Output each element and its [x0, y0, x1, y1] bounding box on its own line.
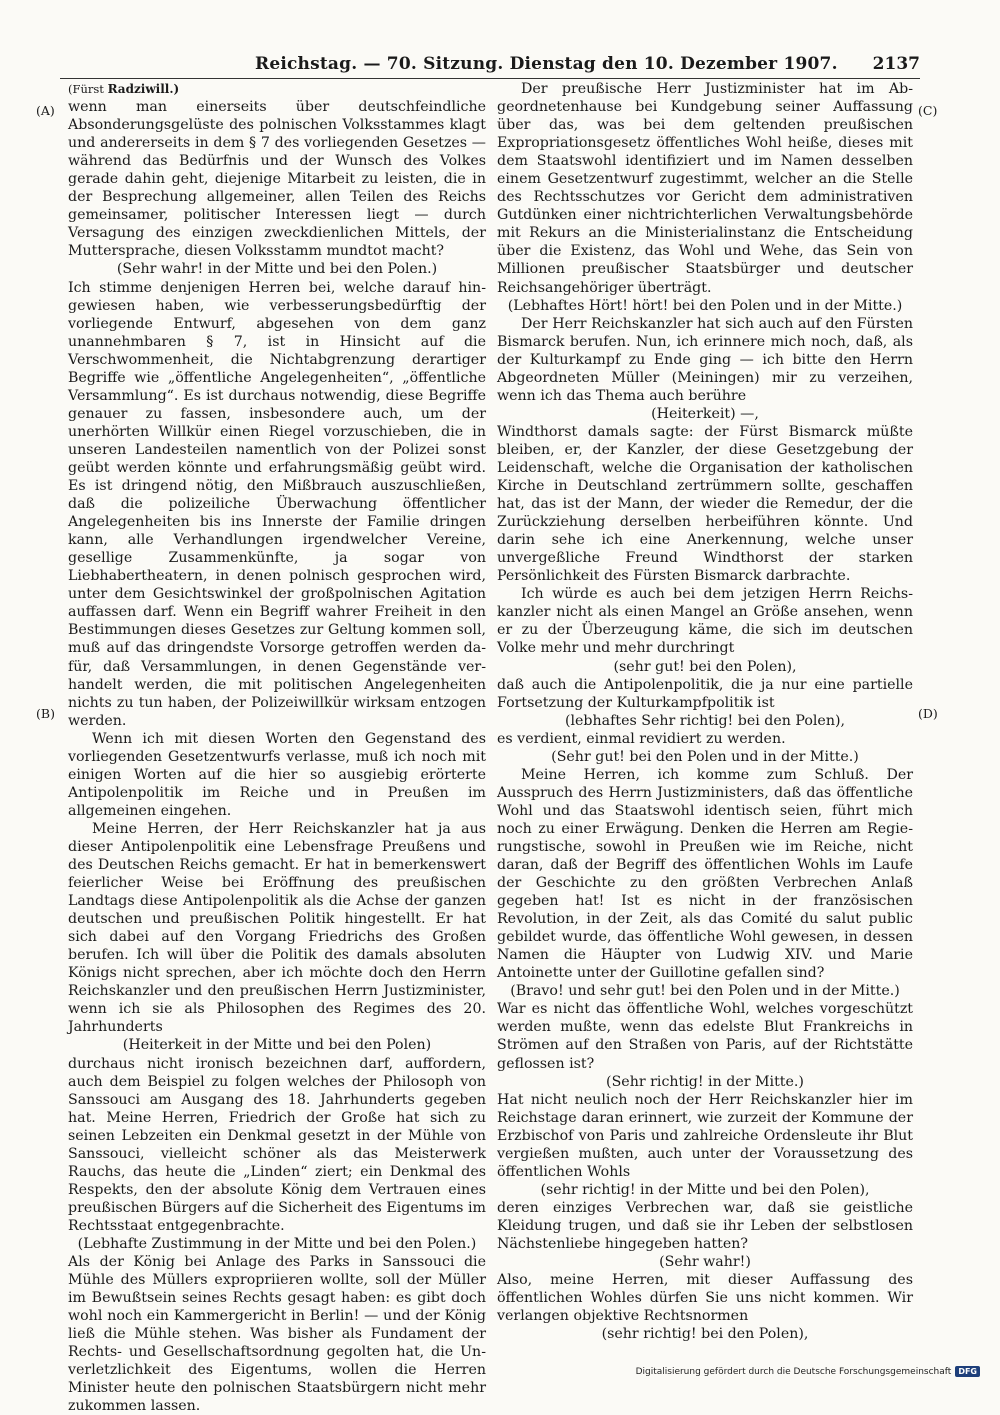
interjection: (Heiterkeit in der Mitte und bei den Polen) — [122, 1037, 432, 1054]
dfg-logo: DFG — [955, 1366, 980, 1377]
digitization-footer — [636, 1366, 980, 1377]
page-number: 2137 — [872, 54, 920, 74]
paragraph: Ich würde es auch bei dem jetzigen Herrn Reichskanzler nicht als einen Mangel an Größe ansehen, wenn er zu der Überzeugung käme, die sich im deutschen Volke mehr und mehr durchringt — [497, 586, 913, 657]
paragraph: daß auch die Antipolenpolitik, die ja nur eine partielle Fortsetzung der Kulturkampfpolitik ist — [497, 676, 913, 711]
paragraph: deren einziges Verbrechen war, daß sie geistliche Kleidung trugen, und daß sie ihr Leben der selbstlosen Nächstenliebe hingegeben hatten? — [497, 1199, 913, 1252]
interjection: (Lebhaftes Hört! hört! bei den Polen und in der Mitte.) — [507, 297, 903, 314]
paragraph: Hat nicht neulich noch der Herr Reichskanzler hier im Reichstage daran erinnert, wie zurzeit der Kommune der Erzbischof von Paris und zahlreiche Ordensleute ihr Blut vergießen mußten, auch unter der Voraussetzung des öffentlichen Wohls — [497, 1091, 913, 1180]
margin-label-c: (C) — [918, 103, 938, 118]
paragraph: War es nicht das öffentliche Wohl, welches vorgeschützt werden mußte, wenn das edelste Blut Frankreichs in Strömen auf den Straßen von Paris, auf der Richtstätte geflossen ist? — [497, 1001, 913, 1072]
interjection: (sehr gut! bei den Polen), — [613, 658, 797, 675]
footer-text: Digitalisierung gefördert durch die Deutsche Forschungsgemeinschaft — [635, 1366, 952, 1377]
margin-label-b: (B) — [36, 706, 55, 721]
left-column — [68, 80, 486, 1415]
interjection: (lebhaftes Sehr richtig! bei den Polen), — [564, 712, 846, 729]
interjection: (sehr richtig! bei den Polen), — [601, 1326, 809, 1343]
paragraph: Meine Herren, ich komme zum Schluß. Der Ausspruch des Herrn Justizministers, daß das öffentliche Wohl und das Staatswohl identisch seien, führt mich noch zu einer Erwägung. Denken die Herren am Regierungstische, sowohl in Preußen wie im Reiche, nicht daran, daß der Begriff des öffentlichen Wohls im Laufe der Geschichte zu den größten Verbrechen Anlaß gegeben hat! Ist es nicht in der französischen Revolution, in der Zeit, als das Comité du salut public gebildet wurde, das öffentliche Wohl gewesen, in dessen Namen die Häupter von Ludwig XIV. und Marie Antoinette unter der Guillotine gefallen sind? — [497, 766, 913, 982]
speaker-attribution — [68, 80, 486, 98]
paragraph: es verdient, einmal revidiert zu werden. — [497, 730, 786, 747]
interjection: (Sehr richtig! in der Mitte.) — [606, 1073, 804, 1090]
paragraph: wenn man einerseits über deutschfeindliche Absonderungsgelüste des polnischen Volksstammes klagt und andererseits in dem § 7 des vorliegenden Gesetzes — während das Bedürfnis und der Wunsch des Volkes gerade dahin geht, diejenige Mitarbeit zu leisten, die in der Besprechung allgemeiner, allen Teilen des Reichs gemeinsamer, politischer Interessen liegt — durch Versagung des einzigen zweckdienlichen Mittels, der Muttersprache, diesen Volksstamm mundtot macht? — [68, 99, 486, 260]
interjection: (Sehr wahr!) — [659, 1254, 751, 1271]
interjection: (Lebhafte Zustimmung in der Mitte und bei den Polen.) — [77, 1236, 477, 1252]
interjection: (Sehr wahr! in der Mitte und bei den Polen.) — [116, 261, 438, 278]
speaker-name: Radziwill.) — [107, 82, 180, 96]
margin-label-a: (A) — [36, 103, 55, 118]
interjection: (Sehr gut! bei den Polen und in der Mitte.) — [551, 748, 859, 765]
running-title: Reichstag. — 70. Sitzung. Dienstag den 10. Dezember 1907. — [255, 54, 838, 74]
interjection: (Heiterkeit) —, — [651, 405, 759, 422]
paragraph: Der Herr Reichskanzler hat sich auch auf den Fürsten Bismarck berufen. Nun, ich erinnere mich noch, daß, als der Kulturkampf zu Ende ging — ich bitte den Herrn Abgeordneten Müller (Meiningen) mir zu verzeihen, wenn ich das Thema auch berühre — [497, 315, 913, 404]
paragraph: Wenn ich mit diesen Worten den Gegenstand des vorliegenden Gesetzentwurfs verlasse, muß ich noch mit einigen Worten auf die hier so ausgiebig erörterte Antipolenpolitik im Reiche und in Preußen im allgemeinen eingehen. — [68, 730, 486, 819]
page-header — [60, 52, 920, 79]
margin-label-d: (D) — [918, 706, 938, 721]
interjection: (Bravo! und sehr gut! bei den Polen und in der Mitte.) — [510, 983, 900, 1000]
paragraph: Also, meine Herren, mit dieser Auffassung des öffentlichen Wohles dürfen Sie uns nicht kommen. Wir verlangen objektive Rechtsnormen — [497, 1272, 913, 1325]
paragraph: Als der König bei Anlage des Parks in Sanssouci die Mühle des Müllers expropriieren wollte, soll der Müller im Bewußtsein seines Rechts gesagt haben: es gibt doch wohl noch ein Kammergericht in Berlin! — und der König ließ die Mühle stehen. Was bisher als Fundament der Rechts- und Gesellschaftsordnung gegolten hat, die Unverletzlichkeit des Eigentums, wollen die Herren Minister heute den polnischen Staatsbürgern nicht mehr zukommen lassen. — [68, 1254, 486, 1415]
right-column — [497, 80, 913, 1343]
interjection: (sehr richtig! in der Mitte und bei den Polen), — [540, 1181, 870, 1198]
paragraph: Windthorst damals sagte: der Fürst Bismarck müßte bleiben, er, der Kanzler, der diese Gesetzgebung der Leidenschaft, welche die Organisation der katholischen Kirche in Deutschland zertrümmern sollte, geschaffen hat, das ist der Mann, der wieder die Remedur, der die Zurückziehung derselben herbeiführen könnte. Und darin sehe ich eine Anerkennung, welche unser unvergeßliche Freund Windthorst der starken Persönlichkeit des Fürsten Bismarck darbrachte. — [497, 423, 913, 585]
paragraph: Meine Herren, der Herr Reichskanzler hat ja aus dieser Antipolenpolitik eine Lebensfrage Preußens und des Deutschen Reichs gemacht. Er hat in bemerkenswert feierlicher Weise bei Eröffnung des preußischen Landtags diese Antipolenpolitik als die Achse der ganzen deutschen und preußischen Politik hingestellt. Er hat sich dabei auf den Vorgang Friedrichs des Großen berufen. Ich will über die Politik des damals absoluten Königs nicht sprechen, aber ich möchte doch den Herrn Reichskanzler und den preußischen Herrn Justizminister, wenn ich sie als Philosophen des Regimes des 20. Jahrhunderts — [68, 820, 486, 1036]
paragraph: durchaus nicht ironisch bezeichnen darf, auffordern, auch dem Beispiel zu folgen welches der Philosoph von Sanssouci am Ausgang des 18. Jahrhunderts gegeben hat. Meine Herren, Friedrich der Große hat sich zu seinen Lebzeiten ein Denkmal gesetzt in der Mühle von Sanssouci, vielleicht schöner als das Meisterwerk Rauchs, das heute die „Linden“ ziert; ein Denkmal des Respekts, den der absolute König dem Vertrauen eines preußischen Bürgers auf die Sicherheit des Eigentums im Rechtsstaat entgegenbrachte. — [68, 1055, 486, 1234]
paragraph: Der preußische Herr Justizminister hat im Abgeordnetenhause bei Kundgebung seiner Auffassung über das, was bei dem geltenden preußischen Expropriationsgesetz öffentliches Wohl heiße, dieses mit dem Staatswohl identifiziert und im Namen desselben einem Gesetzentwurf zugestimmt, welcher an die Stelle des Rechtsschutzes vor Gericht dem administrativen Gutdünken einer nichtrichterlichen Verwaltungsbehörde mit Rekurs an die Ministerialinstanz die Entscheidung über die Existenz, das Wohl und Wehe, das Sein von Millionen preußischer Staatsbürger und deutscher Reichsangehöriger überträgt. — [497, 81, 913, 296]
paragraph: Ich stimme denjenigen Herren bei, welche darauf hingewiesen haben, wie verbesserungsbedürftig der vorliegende Entwurf, abgesehen von dem ganz unannehmbaren § 7, ist in Hinsicht auf die Verschwommenheit, die Nichtabgrenzung derartiger Begriffe wie „öffentliche Angelegenheiten“, „öffentliche Versammlung“. Es ist durchaus notwendig, diese Begriffe genauer zu fassen, insbesondere auch, um der unerhörten Willkür einen Riegel vorzuschieben, die in unseren Landesteilen namentlich von der Polizei sonst geübt werden könnte und erfahrungsmäßig geübt wird. Es ist dringend nötig, den Mißbrauch auszuschließen, daß die polizeiliche Überwachung öffentlicher Angelegenheiten bis ins Innerste der Familie dringen kann, alle Verhandlungen irgendwelcher Vereine, gesellige Zusammenkünfte, ja sogar von Liebhabertheatern, in denen polnisch gesprochen wird, unter dem Gesichtswinkel der großpolnischen Agitation auffassen darf. Wenn ein Begriff wahrer Freiheit in den Bestimmungen dieses Gesetzes zur Geltung kommen soll, muß auf das dringendste Vorsorge getroffen werden dafür, daß Versammlungen, in denen Gegenstände verhandelt werden, die mit politischen Angelegenheiten nichts zu tun haben, der Polizeiwillkür wirksam entzogen werden. — [68, 279, 486, 729]
attribution-prefix: (Fürst — [68, 82, 104, 96]
